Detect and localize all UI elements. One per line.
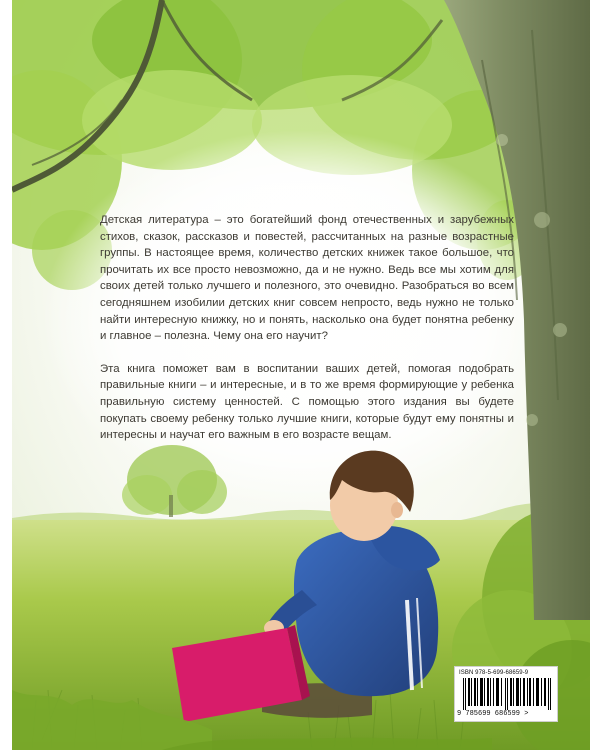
book-back-cover	[12, 0, 590, 750]
isbn-text: ISBN 978-5-699-68659-9	[459, 670, 529, 676]
isbn-barcode	[454, 666, 558, 722]
barcode-icon	[463, 678, 553, 710]
description-paragraph-2: Эта книга поможет вам в воспитании ваших детей, помогая подобрать правильные книги – и интересные, и в то же время формирующие у ребенка правильную систему ценностей. С помощью этого издания вы будете покупать своему ребенку только лучшие книги, которые будут ему понятны и интересны и научат его важным в его возрасте вещам.	[100, 362, 514, 442]
barcode-digits: 9 785699 686599 >	[457, 710, 529, 718]
description-paragraph-1: Детская литература – это богатейший фонд отечественных и зарубежных стихов, сказок, рассказов и повестей, рассчитанных на разные возрастные группы. В настоящее время, количество детских книжек такое большое, что прочитать их все просто невозможно, да и не нужно. Ведь все мы хотим для своих детей только лучшего и полезного, это очевидно. Разобраться во всем сегодняшнем изобилии детских книг совсем непросто, ведь нужно не только найти интересную книжку, но и понять, насколько она будет понятна ребенку и главное – полезна. Чему она его научит?	[100, 214, 514, 343]
cover-description	[100, 212, 514, 460]
